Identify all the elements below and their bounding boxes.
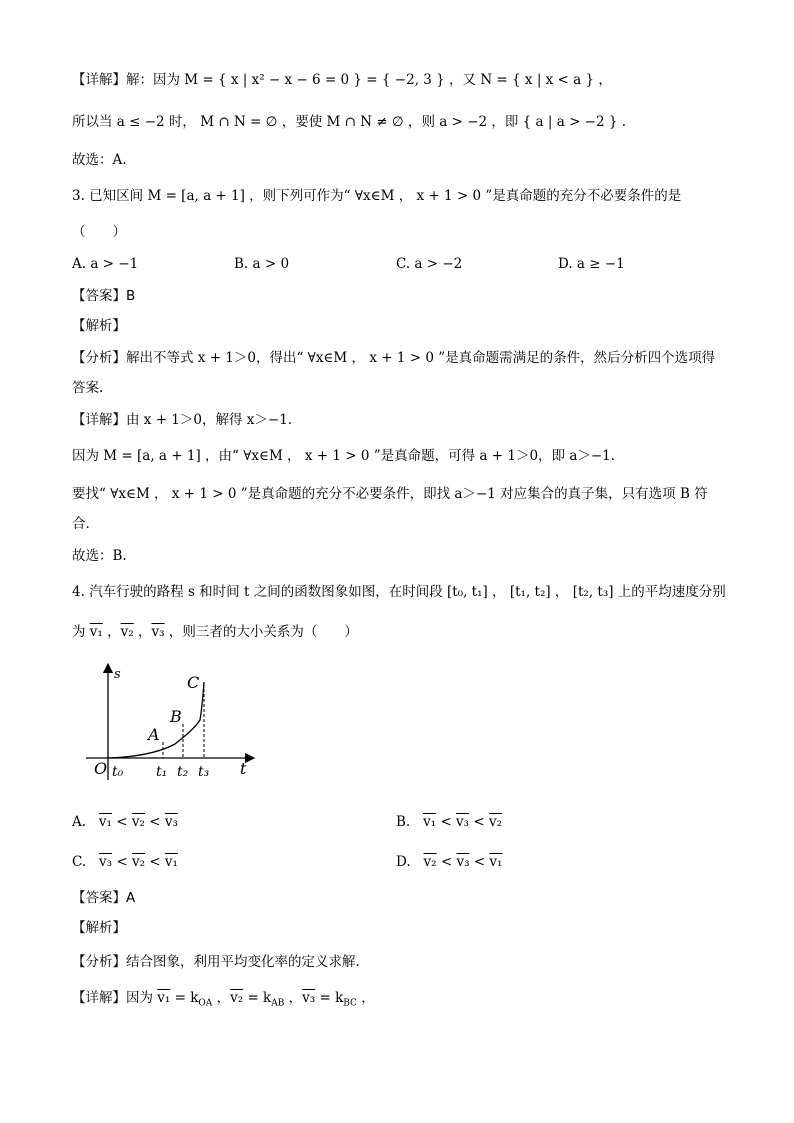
question-4-stem-2: 为 v₁ ，v₂ ，v₃ ，则三者的大小关系为（ ） [72, 624, 358, 640]
y-axis-label: s [114, 667, 121, 682]
q3-analysis-line-2: 答案. [72, 380, 104, 396]
q4-answer: 【答案】A [72, 890, 136, 906]
tick-t3: t₃ [198, 764, 210, 780]
point-a-label: A [148, 725, 160, 744]
question-3-paren: （ ） [72, 224, 126, 240]
point-b-label: B [170, 707, 182, 726]
q3-answer: 【答案】B [72, 288, 136, 304]
q3-analysis-line-1: 【分析】解出不等式 x + 1＞0，得出“ ∀x∈M ， x + 1 > 0 ”是真命题需满足的条件，然后分析四个选项得 [72, 350, 716, 366]
tick-t0: t₀ [112, 764, 124, 780]
x-axis-label: t [240, 759, 247, 778]
v2-label: v₂ [120, 624, 134, 640]
tick-t2: t₂ [177, 764, 189, 780]
q4-option-a: A. v₁ < v₂ < v₃ [72, 814, 178, 830]
q3-conclusion: 故选：B. [72, 548, 127, 564]
q3-option-a: A. a > −1 [72, 256, 139, 272]
solution-line-3: 故选：A. [72, 152, 127, 168]
point-c-label: C [187, 673, 200, 692]
q3-detail-line-2: 因为 M = [a, a + 1] ，由“ ∀x∈M ， x + 1 > 0 ”是真命题，可得 a + 1＞0，即 a＞−1. [72, 448, 616, 464]
q4-detail-line: 【详解】因为 $v_1 = k_{OA}$ ，$v_2 = k_{AB}$ ，$v_3 = k_{BC}$ ， [72, 990, 375, 1009]
q3-detail-line-4: 合. [72, 516, 90, 532]
q3-option-b: B. a > 0 [234, 256, 290, 272]
q4-option-c: C. v₃ < v₂ < v₁ [72, 854, 178, 870]
q4-option-d: D. v₂ < v₃ < v₁ [396, 854, 503, 870]
distance-curve [108, 682, 204, 758]
solution-line-1: 【详解】解：因为 M = { x | x² − x − 6 = 0 } = { −2, 3 } ，又 N = { x | x < a } ， [72, 72, 612, 88]
q3-analysis-heading: 【解析】 [72, 318, 126, 334]
q4-analysis-heading: 【解析】 [72, 920, 126, 936]
question-4-stem: 4. 汽车行驶的路程 s 和时间 t 之间的函数图象如图，在时间段 [t₀, t₁] ， [t₁, t₂] ， [t₂, t₃] 上的平均速度分别 [72, 584, 726, 600]
q3-option-d: D. a ≥ −1 [558, 256, 625, 272]
v3-label: v₃ [151, 624, 165, 640]
q3-option-c: C. a > −2 [396, 256, 463, 272]
question-3-stem: 3. 已知区间 M = [a, a + 1] ，则下列可作为“ ∀x∈M ， x + 1 > 0 ”是真命题的充分不必要条件的是 [72, 188, 682, 204]
q3-detail-line-3: 要找“ ∀x∈M ， x + 1 > 0 ”是真命题的充分不必要条件，即找 a＞−1 对应集合的真子集，只有选项 B 符 [72, 486, 708, 502]
origin-label: O [94, 759, 108, 778]
q4-option-b: B. v₁ < v₃ < v₂ [396, 814, 503, 830]
q3-detail-line-1: 【详解】由 x + 1＞0，解得 x＞−1. [72, 412, 293, 428]
distance-time-graph [80, 662, 260, 792]
solution-line-2: 所以当 a ≤ −2 时， M ∩ N = ∅ ，要使 M ∩ N ≠ ∅ ，则 a > −2 ，即 { a | a > −2 } . [72, 114, 627, 130]
q4-analysis-line: 【分析】结合图象，利用平均变化率的定义求解. [72, 954, 360, 970]
tick-t1: t₁ [156, 764, 168, 780]
v1-label: v₁ [89, 624, 103, 640]
